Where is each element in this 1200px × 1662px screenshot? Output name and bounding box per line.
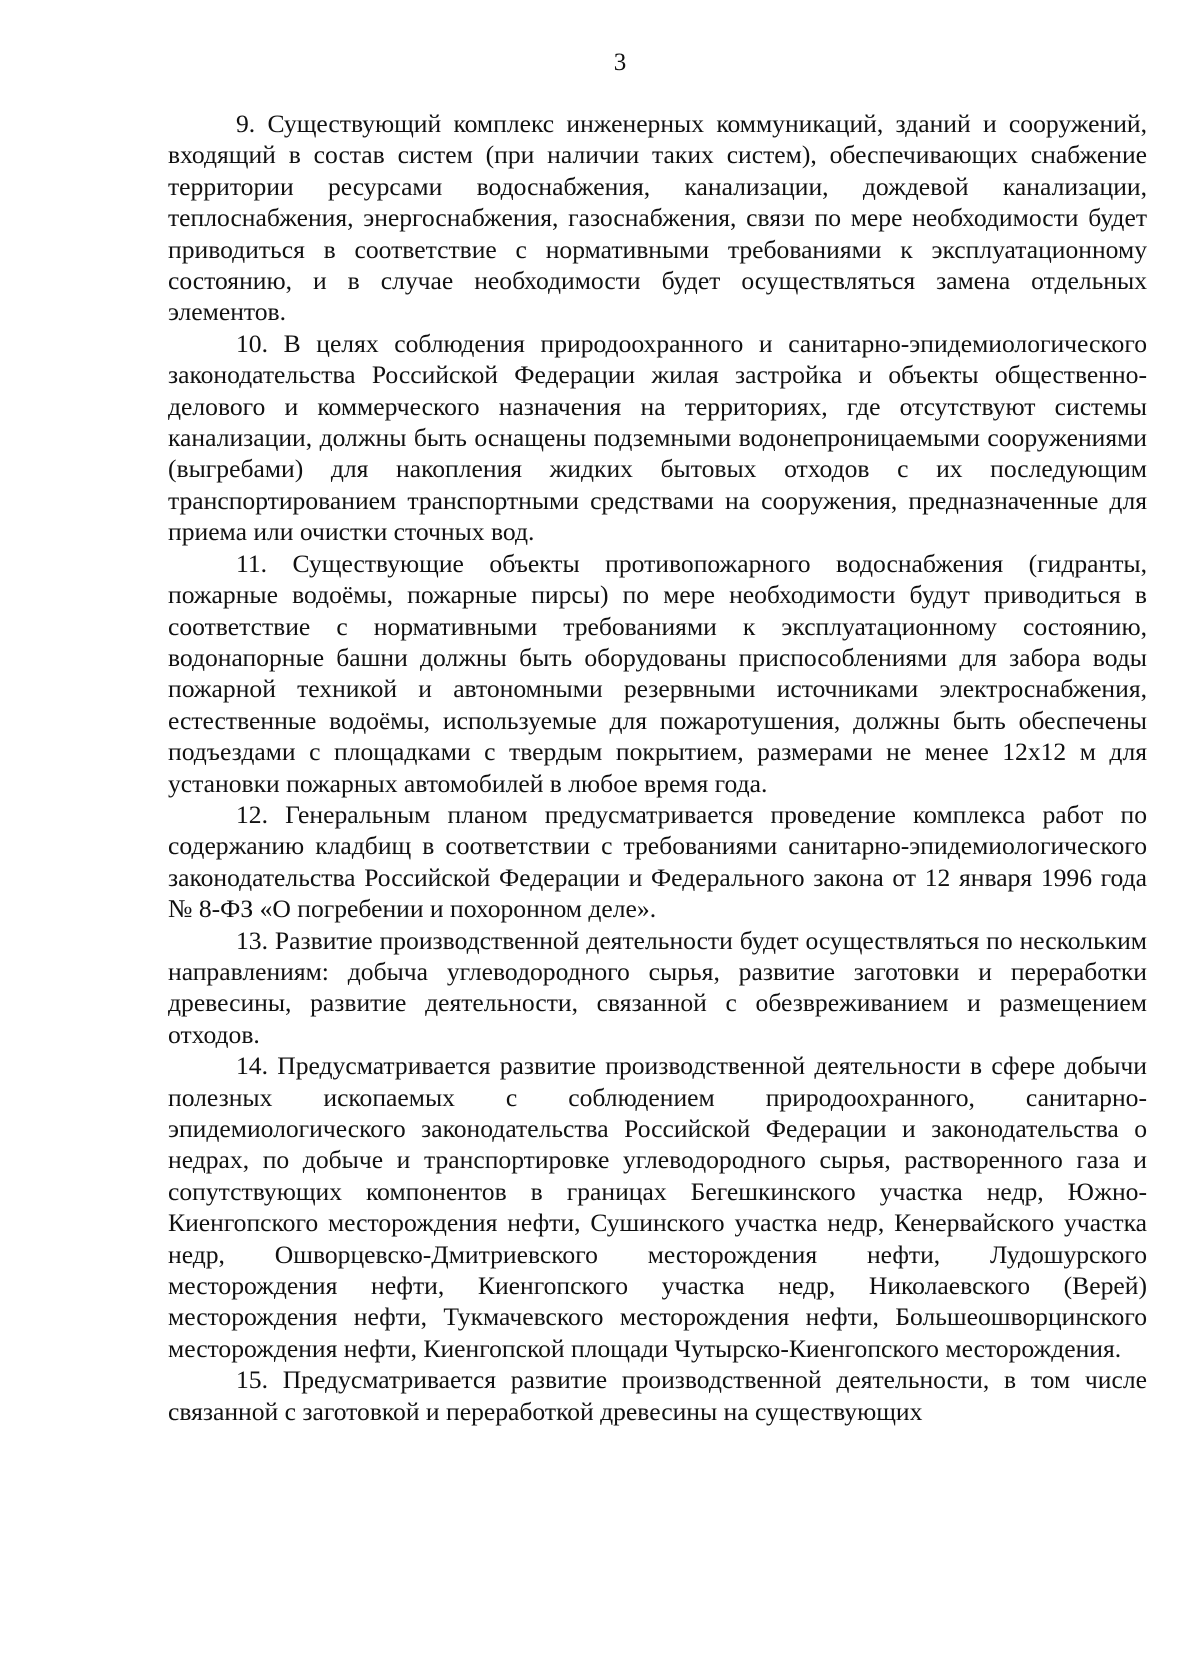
paragraph-12: 12. Генеральным планом предусматривается проведение комплекса работ по содержанию кладбищ в соответствии с требованиями санитарно-эпидемиологического законодательства Российской Федерации и Федерального закона от 12 января 1996 года № 8-ФЗ «О погребении и похоронном деле». bbox=[168, 799, 1147, 924]
document-body bbox=[168, 108, 1147, 1427]
paragraph-14: 14. Предусматривается развитие производственной деятельности в сфере добычи полезных ископаемых с соблюдением природоохранного, санитарно-эпидемиологического законодательства Российской Федерации и законодательства о недрах, по добыче и транспортировке углеводородного сырья, растворенного газа и сопутствующих компонентов в границах Бегешкинского участка недр, Южно-Киенгопского месторождения нефти, Сушинского участка недр, Кенервайского участка недр, Ошворцевско-Дмитриевского месторождения нефти, Лудошурского месторождения нефти, Киенгопского участка недр, Николаевского (Верей) месторождения нефти, Тукмачевского месторождения нефти, Большеошворцинского месторождения нефти, Киенгопской площади Чутырско-Киенгопского месторождения. bbox=[168, 1051, 1147, 1363]
paragraph-9: 9. Существующий комплекс инженерных коммуникаций, зданий и сооружений, входящий в состав систем (при наличии таких систем), обеспечивающих снабжение территории ресурсами водоснабжения, канализации, дождевой канализации, теплоснабжения, энергоснабжения, газоснабжения, связи по мере необходимости будет приводиться в соответствие с нормативными требованиями к эксплуатационному состоянию, и в случае необходимости будет осуществляться замена отдельных элементов. bbox=[168, 109, 1147, 327]
paragraph-13: 13. Развитие производственной деятельности будет осуществляться по нескольким направлениям: добыча углеводородного сырья, развитие заготовки и переработки древесины, развитие деятельности, связанной с обезвреживанием и размещением отходов. bbox=[168, 925, 1147, 1049]
paragraph-11: 11. Существующие объекты противопожарного водоснабжения (гидранты, пожарные водоёмы, пожарные пирсы) по мере необходимости будут приводиться в соответствие с нормативными требованиями к эксплуатационному состоянию, водонапорные башни должны быть оборудованы приспособлениями для забора воды пожарной техникой и автономными резервными источниками электроснабжения, естественные водоёмы, используемые для пожаротушения, должны быть обеспечены подъездами с площадками с твердым покрытием, размерами не менее 12x12 м для установки пожарных автомобилей в любое время года. bbox=[168, 548, 1147, 798]
page-number: 3 bbox=[613, 49, 627, 76]
paragraph-10: 10. В целях соблюдения природоохранного и санитарно-эпидемиологического законодательства Российской Федерации жилая застройка и объекты общественно-делового и коммерческого назначения на территориях, где отсутствуют системы канализации, должны быть оснащены подземными водонепроницаемыми сооружениями (выгребами) для накопления жидких бытовых отходов с их последующим транспортированием транспортными средствами на сооружения, предназначенные для приема или очистки сточных вод. bbox=[168, 328, 1147, 547]
paragraph-15: 15. Предусматривается развитие производственной деятельности, в том числе связанной с заготовкой и переработкой древесины на существующих bbox=[168, 1365, 1147, 1426]
